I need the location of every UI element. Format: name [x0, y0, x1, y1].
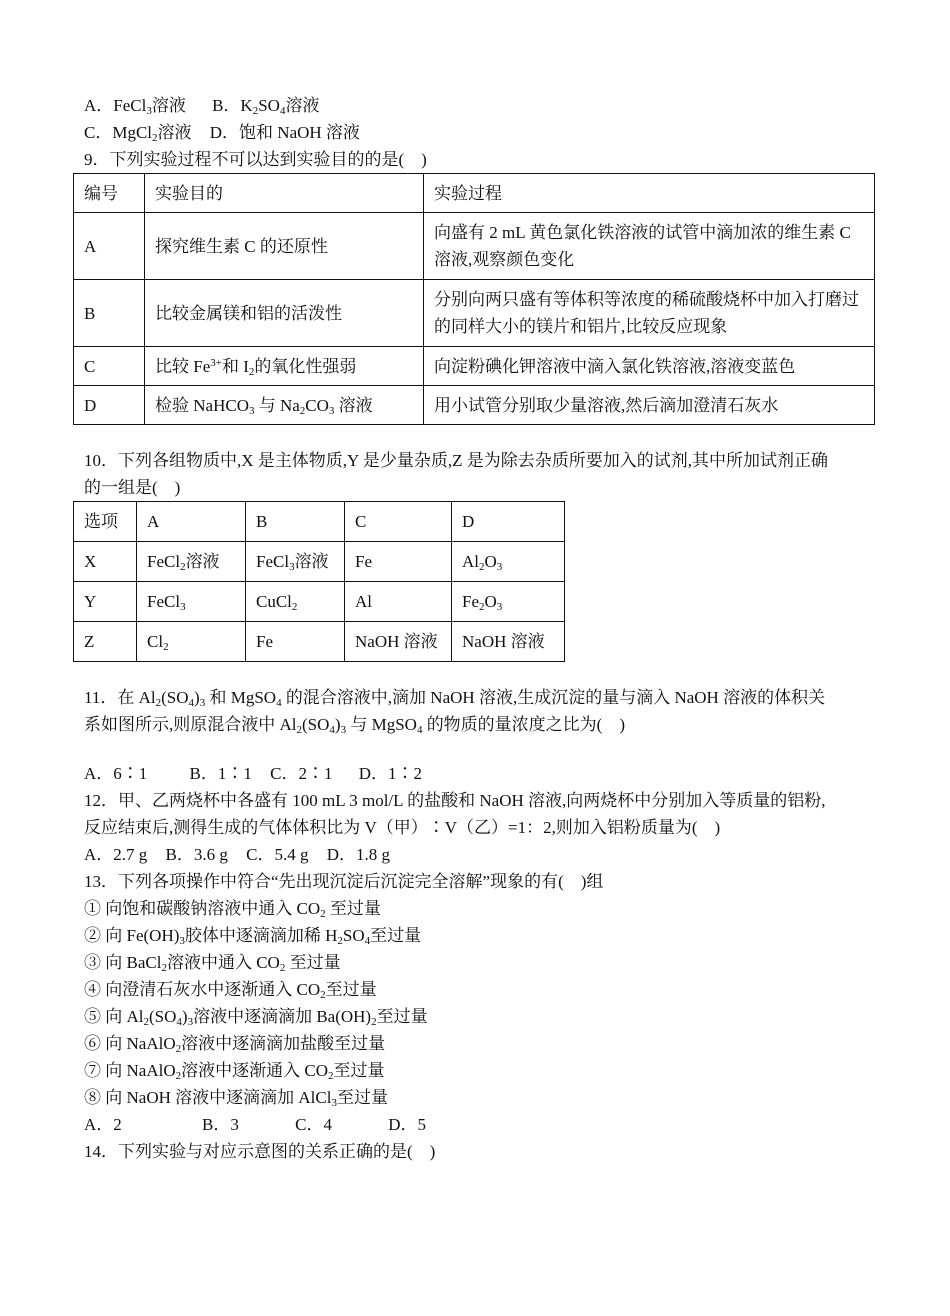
q10-row-y: [74, 582, 565, 622]
q13-item-5: ⑤ 向 $Al_2(SO_4)_3$溶液中逐滴滴加 $Ba(OH)_2$至过量: [84, 1007, 428, 1028]
q8-option-c: C．MgCl$_2$溶液: [84, 123, 192, 144]
q9-row-a: [74, 213, 875, 280]
q13-option-c: C．4: [295, 1115, 332, 1134]
q13-item-8: ⑧ 向 NaOH 溶液中逐滴滴加 AlCl$_3$至过量: [84, 1088, 388, 1109]
q9-header-goal: 实验目的: [145, 174, 424, 213]
q9-row-d-goal: 检验 NaHCO$_3$ 与 $Na_2CO_3$ 溶液: [145, 386, 424, 425]
q10-x-label: X: [74, 542, 137, 582]
q12-option-b: B．3.6 g: [165, 845, 228, 864]
q11-option-c: C．2∶1: [270, 764, 333, 783]
q10-y-d: $Fe_2O_3$: [452, 582, 565, 622]
q8-option-b: B．$K_2SO_4$溶液: [212, 96, 320, 117]
q10-y-c: Al: [345, 582, 452, 622]
q10-header-d: D: [452, 502, 565, 542]
q9-row-b-goal: 比较金属镁和铝的活泼性: [145, 280, 424, 347]
q13-options: [84, 1111, 876, 1138]
q9-row-b-process: 分别向两只盛有等体积等浓度的稀硫酸烧杯中加入打磨过的同样大小的镁片和铝片,比较反应现象: [424, 280, 875, 347]
q9-header-process: 实验过程: [424, 174, 875, 213]
q9-row-b-id: B: [74, 280, 145, 347]
q13-option-b: B．3: [202, 1115, 239, 1134]
q9-row-d: [74, 386, 875, 425]
q13-item-3: ③ 向 BaCl$_2$溶液中通入 $CO_2$ 至过量: [84, 953, 341, 974]
q10-y-b: CuCl$_2$: [246, 582, 345, 622]
q9-row-c-process: 向淀粉碘化钾溶液中滴入氯化铁溶液,溶液变蓝色: [424, 347, 875, 386]
q9-table-header: [74, 174, 875, 213]
q9-row-c: [74, 347, 875, 386]
q12-stem-line-2: 反应结束后,测得生成的气体体积比为 V（甲）∶V（乙）=1：2,则加入铝粉质量为( ): [84, 818, 721, 837]
q11-option-a: A．6∶1: [84, 764, 148, 783]
q11-stem-line-1: 11．在 $Al_2(SO_4)_3$ 和 MgSO$_4$ 的混合溶液中,滴加 NaOH 溶液,生成沉淀的量与滴入 NaOH 溶液的体积关: [84, 688, 826, 709]
q14-stem: 14．下列实验与对应示意图的关系正确的是( ): [84, 1142, 436, 1161]
q9-row-a-goal: 探究维生素 C 的还原性: [145, 213, 424, 280]
q9-row-b: [74, 280, 875, 347]
q10-row-x: [74, 542, 565, 582]
q12-option-a: A．2.7 g: [84, 845, 148, 864]
q10-y-a: FeCl$_3$: [137, 582, 246, 622]
q10-header-option: 选项: [74, 502, 137, 542]
q13-item-6: ⑥ 向 NaAlO$_2$溶液中逐滴滴加盐酸至过量: [84, 1034, 386, 1055]
q10-z-c: NaOH 溶液: [345, 622, 452, 662]
q9-stem: 9．下列实验过程不可以达到实验目的的是( ): [84, 150, 427, 169]
q9-row-c-id: C: [74, 347, 145, 386]
exam-page: [84, 92, 876, 1165]
q13-item-4: ④ 向澄清石灰水中逐渐通入 $CO_2$至过量: [84, 980, 377, 1001]
q13-stem: 13．下列各项操作中符合“先出现沉淀后沉淀完全溶解”现象的有( )组: [84, 872, 604, 891]
q10-stem-line-2: 的一组是( ): [84, 478, 181, 497]
q13-item-1: ① 向饱和碳酸钠溶液中通入 $CO_2$ 至过量: [84, 899, 381, 920]
q12-options: [84, 841, 876, 868]
q10-z-a: $Cl_2$: [137, 622, 246, 662]
q11-stem-line-2: 系如图所示,则原混合液中 $Al_2(SO_4)_3$ 与 MgSO$_4$ 的物质的量浓度之比为( ): [84, 715, 626, 736]
q10-row-z: [74, 622, 565, 662]
q10-x-d: $Al_2O_3$: [452, 542, 565, 582]
q10-x-b: FeCl$_3$溶液: [246, 542, 345, 582]
q9-table: [73, 173, 875, 425]
q10-x-c: Fe: [345, 542, 452, 582]
q13-item-7: ⑦ 向 NaAlO$_2$溶液中逐渐通入 $CO_2$至过量: [84, 1061, 385, 1082]
q13-item-2: ② 向 $Fe(OH)_3$胶体中逐滴滴加稀 $H_2SO_4$至过量: [84, 926, 422, 947]
q11-option-b: B．1∶1: [189, 764, 252, 783]
q10-header-a: A: [137, 502, 246, 542]
q10-z-b: Fe: [246, 622, 345, 662]
q13-option-d: D．5: [388, 1115, 426, 1134]
q9-row-d-process: 用小试管分别取少量溶液,然后滴加澄清石灰水: [424, 386, 875, 425]
q10-header-c: C: [345, 502, 452, 542]
q10-table: [73, 501, 565, 662]
q8-option-a: A．FeCl$_3$溶液: [84, 96, 186, 117]
q13-option-a: A．2: [84, 1115, 122, 1134]
q9-row-a-id: A: [74, 213, 145, 280]
q10-y-label: Y: [74, 582, 137, 622]
q12-option-c: C．5.4 g: [246, 845, 309, 864]
q9-row-c-goal: 比较 $Fe^{3+}$和 $I_2$的氧化性强弱: [145, 347, 424, 386]
q9-header-id: 编号: [74, 174, 145, 213]
q9-row-a-process: 向盛有 2 mL 黄色氯化铁溶液的试管中滴加浓的维生素 C 溶液,观察颜色变化: [424, 213, 875, 280]
q8-options-row-1: [84, 92, 876, 119]
q12-option-d: D．1.8 g: [326, 845, 390, 864]
q9-row-d-id: D: [74, 386, 145, 425]
q11-option-d: D．1∶2: [358, 764, 422, 783]
q10-stem-line-1: 10．下列各组物质中,X 是主体物质,Y 是少量杂质,Z 是为除去杂质所要加入的试剂,其中所加试剂正确: [84, 451, 829, 470]
q8-options-row-2: [84, 119, 876, 146]
q11-options: [84, 760, 876, 787]
q10-x-a: FeCl$_2$溶液: [137, 542, 246, 582]
q10-z-label: Z: [74, 622, 137, 662]
q8-option-d: D．饱和 NaOH 溶液: [209, 123, 360, 142]
q12-stem-line-1: 12．甲、乙两烧杯中各盛有 100 mL 3 mol/L 的盐酸和 NaOH 溶液,向两烧杯中分别加入等质量的铝粉,: [84, 791, 826, 810]
q10-header-row: [74, 502, 565, 542]
q10-header-b: B: [246, 502, 345, 542]
q10-z-d: NaOH 溶液: [452, 622, 565, 662]
